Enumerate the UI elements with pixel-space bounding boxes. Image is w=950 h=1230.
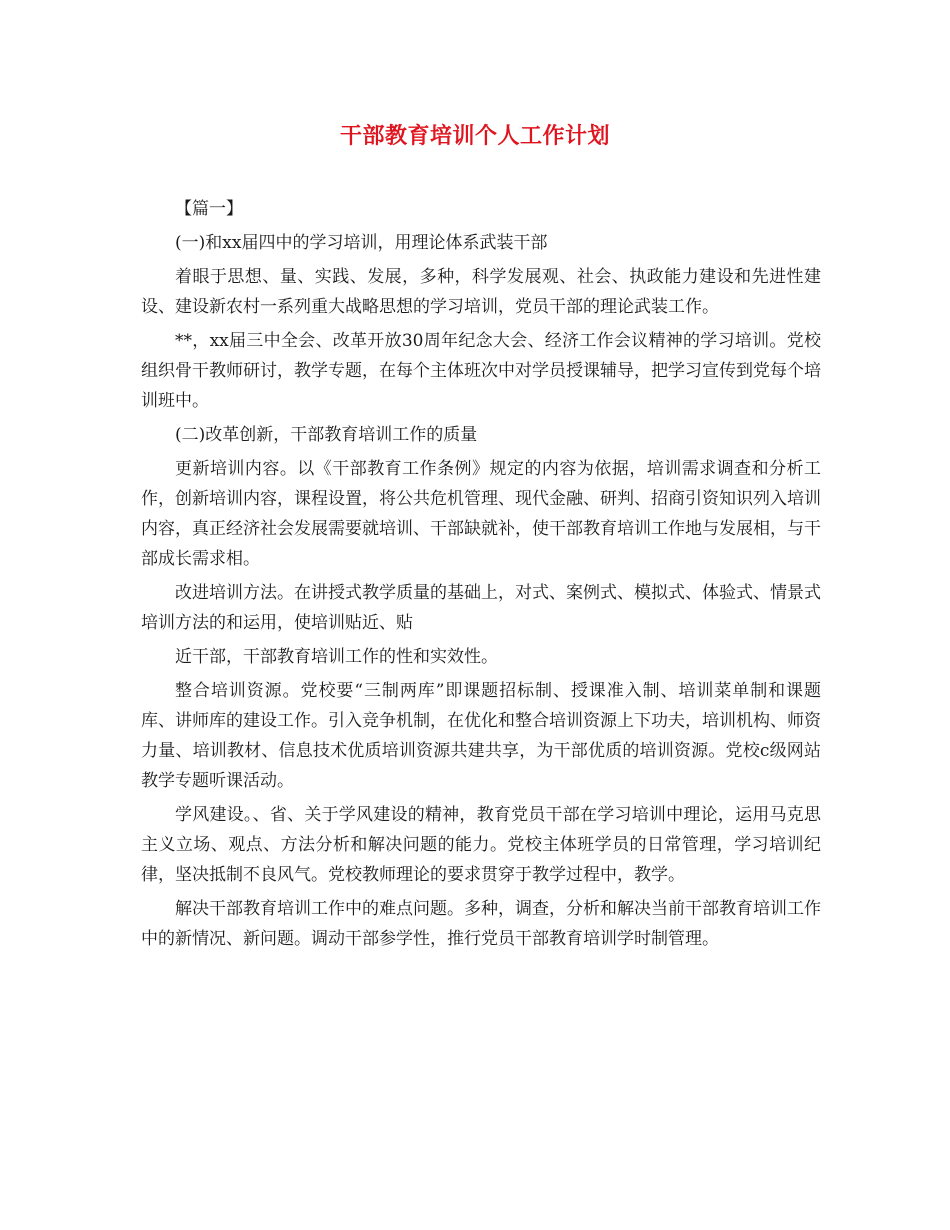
paragraph: 学风建设。、省、关于学风建设的精神，教育党员干部在学习培训中理论，运用马克思主义立场、观点、方法分析和解决问题的能力。党校主体班学员的日常管理，学习培训纪律，坚决抵制不良风气。党校教师理论的要求贯穿于教学过程中，教学。 — [141, 805, 821, 885]
document-body — [141, 194, 821, 958]
document-title: 干部教育培训个人工作计划 — [339, 123, 610, 149]
paragraph: 着眼于思想、量、实践、发展，多种，科学发展观、社会、执政能力建设和先进性建设、建设新农村一系列重大战略思想的学习培训，党员干部的理论武装工作。 — [141, 267, 821, 317]
section-heading: 【篇一】 — [175, 199, 243, 219]
subsection-heading: (一)和xx届四中的学习培训，用理论体系武装干部 — [175, 233, 548, 253]
paragraph: 更新培训内容。以《干部教育工作条例》规定的内容为依据，培训需求调查和分析工作，创新培训内容，课程设置，将公共危机管理、现代金融、研判、招商引资知识列入培训内容，真正经济社会发展需要就培训、干部缺就补，使干部教育培训工作地与发展相，与干部成长需求相。 — [141, 459, 821, 569]
paragraph: **，xx届三中全会、改革开放30周年纪念大会、经济工作会议精神的学习培训。党校组织骨干教师研讨，教学专题，在每个主体班次中对学员授课辅导，把学习宣传到党每个培训班中。 — [141, 331, 821, 411]
paragraph: 近干部，干部教育培训工作的性和实效性。 — [175, 647, 498, 667]
paragraph: 改进培训方法。在讲授式教学质量的基础上，对式、案例式、模拟式、体验式、情景式培训方法的和运用，使培训贴近、贴 — [141, 583, 821, 633]
subsection-heading: (二)改革创新，干部教育培训工作的质量 — [175, 425, 478, 445]
paragraph: 整合培训资源。党校要“三制两库”即课题招标制、授课准入制、培训菜单制和课题库、讲师库的建设工作。引入竞争机制，在优化和整合培训资源上下功夫，培训机构、师资力量、培训教材、信息技术优质培训资源共建共享，为干部优质的培训资源。党校c级网站教学专题听课活动。 — [141, 681, 821, 791]
paragraph: 解决干部教育培训工作中的难点问题。多种，调查，分析和解决当前干部教育培训工作中的新情况、新问题。调动干部参学性，推行党员干部教育培训学时制管理。 — [141, 899, 821, 949]
